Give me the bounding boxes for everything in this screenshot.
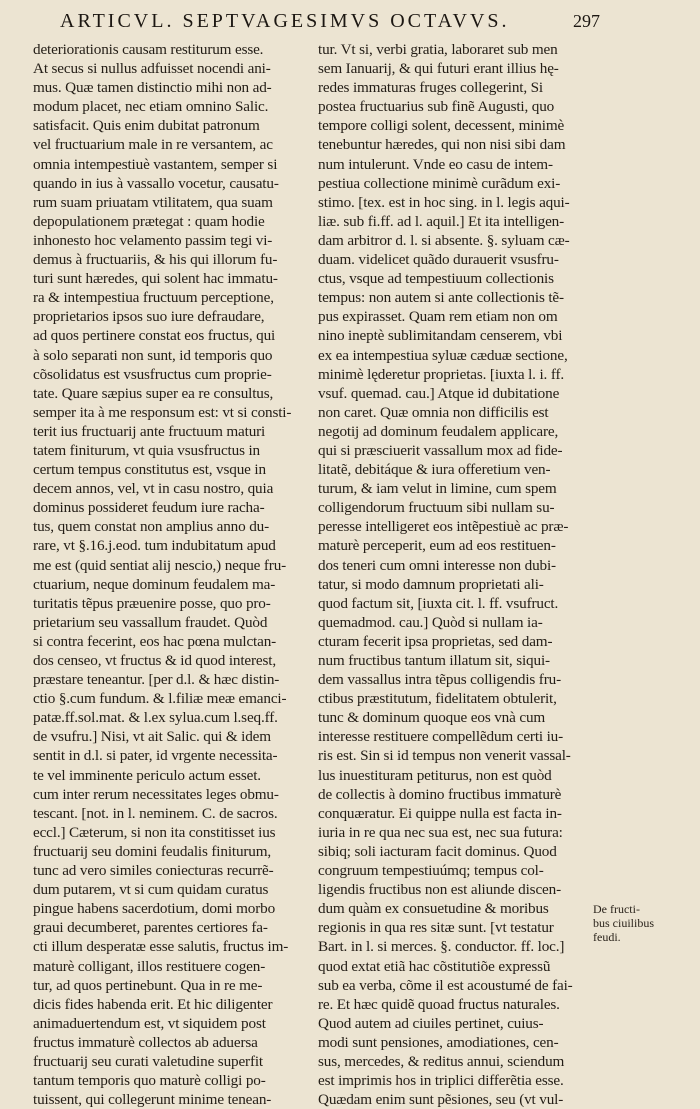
text-line: tur. Vt si, verbi gratia, laboraret sub men bbox=[318, 41, 558, 58]
text-line: eccl.] Cæterum, si non ita constitisset ius bbox=[33, 823, 276, 841]
left-text-column bbox=[33, 40, 295, 1109]
text-line: mus. Quæ tamen distinctio mihi non ad- bbox=[33, 79, 272, 97]
text-line: pestiua collectione minimè curãdum exi- bbox=[318, 174, 561, 192]
text-line: modum placet, nec etiam omnino Salic. bbox=[33, 98, 269, 116]
text-line: fructuarij seu curati valetudine superfit bbox=[33, 1052, 264, 1070]
text-line: dum putarem, vt si cum quidam curatus bbox=[33, 881, 269, 899]
text-line: modi sunt pensiones, amodiationes, cen- bbox=[318, 1033, 559, 1051]
text-line: tatur, si modo damnum proprietati ali- bbox=[318, 575, 544, 593]
text-line: iuria in re qua nec sua est, nec sua futura: bbox=[318, 823, 563, 841]
text-line: ligendis fructibus non est aliunde discen- bbox=[318, 881, 561, 899]
text-line: de collectis à domino fructibus immaturè bbox=[318, 785, 562, 803]
text-line: de vsufru.] Nisi, vt ait Salic. qui & idem bbox=[33, 728, 271, 746]
text-line: fructuarij seu domini feudalis finiturum, bbox=[33, 842, 272, 860]
text-line: regionis in qua res sitæ sunt. [vt testatur bbox=[318, 919, 554, 937]
text-line: At secus si nullus adfuisset nocendi ani- bbox=[33, 60, 271, 78]
text-line: dos teneri cum omni interesse non dubi- bbox=[318, 556, 556, 574]
text-line: dicis fides habenda erit. Et hic diligenter bbox=[33, 995, 273, 1013]
text-line: pingue habens sacerdotium, domi morbo bbox=[33, 900, 276, 918]
text-line: interesse restituere compellẽdum certi iu- bbox=[318, 728, 564, 746]
text-line: si contra fecerint, eos hac pœna mulctan- bbox=[33, 632, 277, 650]
marginal-note-line: feudi. bbox=[593, 930, 621, 944]
text-line: colligendorum fructuum sibi nullam su- bbox=[318, 499, 555, 517]
text-line: quod extat etiã hac cõstitutiõe expressũ bbox=[318, 957, 551, 975]
text-line: redes immaturas fruges collegerint, Si bbox=[318, 79, 543, 97]
text-line: ctuarium, neque dominum feudalem ma- bbox=[33, 575, 276, 593]
text-line: proprietarios ipsos suo iure defraudare, bbox=[33, 308, 265, 326]
text-line: num fructibus tantum illatum sit, siqui- bbox=[318, 652, 550, 669]
text-line: turitatis tẽpus præuenire posse, quo pro- bbox=[33, 594, 271, 612]
text-line: postea fructuarius sub finẽ Augusti, quo bbox=[318, 98, 555, 116]
text-line: demus à fructuariis, & his qui illorum fu- bbox=[33, 251, 278, 269]
text-line: tenebuntur hæredes, qui non nisi sibi dam bbox=[318, 136, 566, 154]
text-line: ctus, vsque ad tempestiuum collectionis bbox=[318, 270, 554, 288]
text-line: ctio §.cum fundum. & l.filiæ meæ emanci- bbox=[33, 690, 287, 708]
text-line: vsuf. quemad. cau.] Atque id dubitatione bbox=[318, 384, 560, 402]
text-line: vel fructuarium male in re versantem, ac bbox=[33, 136, 273, 154]
text-line: cti illum desperatæ esse salutis, fructus im- bbox=[33, 938, 289, 956]
running-head: ARTICVL. SEPTVAGESIMVS OCTAVVS. bbox=[60, 10, 510, 32]
text-line: tantum temporis quo maturè colligi po- bbox=[33, 1072, 266, 1090]
text-line: nino ineptè sublimitandam censerem, vbi bbox=[318, 327, 563, 345]
text-line: præstare teneantur. [per d.l. & hæc distin- bbox=[33, 671, 280, 689]
text-line: dam arbitror d. l. si absente. §. syluam cæ- bbox=[318, 231, 570, 249]
text-line: quod factum sit, [iuxta cit. l. ff. vsufruct. bbox=[318, 594, 559, 612]
text-line: deteriorationis causam restiturum esse. bbox=[33, 41, 264, 58]
text-line: non caret. Quæ omnia non difficilis est bbox=[318, 403, 549, 421]
text-line: te vel imminente periculo actum esset. bbox=[33, 766, 261, 784]
text-line: quemadmod. cau.] Quòd si nullam ia- bbox=[318, 613, 543, 631]
text-line: est imprimis hos in triplici differẽtia esse. bbox=[318, 1072, 564, 1090]
text-line: sentit in d.l. si pater, id vrgente necessita- bbox=[33, 747, 278, 765]
text-line: inhonesto hoc velamento passim tegi vi- bbox=[33, 231, 273, 249]
text-line: sibiq; soli iacturam facit dominus. Quod bbox=[318, 842, 557, 860]
text-line: rare, vt §.16.j.eod. tum indubitatum apud bbox=[33, 537, 276, 555]
text-line: tus, quem constat non amplius anno du- bbox=[33, 518, 270, 536]
text-line: graui decumberet, parentes certiores fa- bbox=[33, 919, 268, 937]
text-line: tur, ad quos pertinebunt. Qua in re me- bbox=[33, 976, 263, 994]
text-line: liæ. sub fi.ff. ad l. aquil.] Et ita intelligen- bbox=[318, 212, 565, 230]
text-line: ra & intempestiua fructuum perceptione, bbox=[33, 289, 274, 307]
text-line: sus, mercedes, & reditus annui, sciendum bbox=[318, 1052, 565, 1070]
text-line: ctibus præstitutum, fidelitatem obtulerit, bbox=[318, 690, 557, 708]
text-line: ex ea intempestiua syluæ cæduæ sectione, bbox=[318, 346, 568, 364]
text-line: tate. Quare sæpius super ea re consultus, bbox=[33, 384, 274, 402]
text-line: num intulerunt. Vnde eo casu de intem- bbox=[318, 155, 553, 173]
text-line: tescant. [not. in l. neminem. C. de sacros. bbox=[33, 804, 278, 822]
text-line: à solo separati non sunt, id temporis quo bbox=[33, 346, 273, 364]
text-line: negotij ad dominum feudalem applicare, bbox=[318, 422, 559, 440]
text-line: satisfacit. Quis enim dubitat patronum bbox=[33, 117, 260, 135]
text-line: minimè lęderetur proprietas. [iuxta l. i. ff. bbox=[318, 365, 565, 383]
text-line: cum inter rerum necessitates leges obmu- bbox=[33, 785, 279, 803]
text-line: peresse intelligeret eos intẽpestiuè ac præ- bbox=[318, 518, 569, 536]
text-line: sem Ianuarij, & qui futuri erant illius hę- bbox=[318, 60, 559, 78]
text-line: turi sunt hæredes, qui solent hac immatu- bbox=[33, 270, 278, 288]
text-line: lus inuestituram petiturus, non est quòd bbox=[318, 766, 552, 784]
text-line: maturè colligant, illos restituere cogen- bbox=[33, 957, 266, 975]
marginal-note-line: De fructi- bbox=[593, 902, 640, 916]
text-line: litatẽ, debitáque & iura offeretium ven- bbox=[318, 461, 551, 479]
text-line: prietarium seu vassallum fraudet. Quòd bbox=[33, 613, 268, 631]
text-line: semper ita à me responsum est: vt si consti- bbox=[33, 403, 292, 421]
text-line: tunc & dominum quoque eos vnà cum bbox=[318, 709, 546, 727]
text-line: dos censeo, vt fructus & id quod interest, bbox=[33, 652, 276, 669]
text-line: conquæratur. Ei quippe nulla est facta in- bbox=[318, 804, 562, 822]
text-line: sub ea verba, cõme il est acoustumé de fai- bbox=[318, 976, 573, 994]
text-line: patæ.ff.sol.mat. & l.ex sylua.cum l.seq.ff. bbox=[33, 709, 278, 727]
text-line: decem annos, vel, vt in casu nostro, quia bbox=[33, 480, 274, 498]
text-line: fructus immaturè collectos ab aduersa bbox=[33, 1033, 258, 1051]
text-line: me est (quid sentiat alij nescio,) neque fru- bbox=[33, 556, 287, 574]
right-text-column bbox=[318, 40, 580, 1109]
text-line: dominus possideret feudum iure racha- bbox=[33, 499, 265, 517]
text-line: maturè perceperit, eum ad eos restituen- bbox=[318, 537, 556, 555]
text-line: quando in ius à vassallo vocetur, causatu- bbox=[33, 174, 279, 192]
marginal-note bbox=[593, 902, 693, 944]
page-number: 297 bbox=[573, 11, 600, 31]
text-line: tunc ad vero similes coniecturas recurrẽ- bbox=[33, 862, 274, 880]
text-line: ad quos pertinere constat eos fructus, qui bbox=[33, 327, 276, 345]
text-line: animaduertendum est, vt siquidem post bbox=[33, 1014, 266, 1032]
text-line: omnia intempestiuè vastantem, semper si bbox=[33, 155, 278, 173]
text-line: stimo. [tex. est in hoc sing. in l. legis aqui- bbox=[318, 193, 570, 211]
text-line: depopulationem prætegat : quam hodie bbox=[33, 212, 265, 230]
text-line: dem vassallus intra tẽpus colligendis fru- bbox=[318, 671, 561, 689]
text-line: turum, & iam velut in limine, cum spem bbox=[318, 480, 557, 498]
text-line: certum tempus constitutus est, vsque in bbox=[33, 461, 266, 479]
text-line: tempus: non autem si ante collectionis tẽ- bbox=[318, 289, 564, 307]
page-header bbox=[60, 10, 600, 40]
text-line: Bart. in l. si merces. §. conductor. ff. loc.] bbox=[318, 938, 565, 956]
text-line: rum suam priuatam vtilitatem, qua suam bbox=[33, 193, 273, 211]
text-line: terit ius fructuarij ante fructuum maturi bbox=[33, 422, 266, 440]
text-line: cturam fecerit ipsa proprietas, sed dam- bbox=[318, 632, 553, 650]
text-line: duam. videlicet quãdo durauerit vsusfru- bbox=[318, 251, 559, 269]
text-line: Quod autem ad ciuiles pertinet, cuius- bbox=[318, 1014, 544, 1032]
text-line: cõsolidatus est vsusfructus cum proprie- bbox=[33, 365, 272, 383]
text-line: re. Et hæc quidẽ quoad fructus naturales. bbox=[318, 995, 560, 1013]
text-line: qui si præsciuerit vassallum mox ad fide- bbox=[318, 441, 563, 459]
text-line: ris est. Sin si id tempus non venerit vassal- bbox=[318, 747, 571, 765]
marginal-note-line: bus ciuilibus bbox=[593, 916, 655, 930]
text-line: tatem finiturum, vt quia vsusfructus in bbox=[33, 441, 260, 459]
text-line: pus expirasset. Quam rem etiam non om bbox=[318, 308, 558, 326]
text-line: Quædam enim sunt pẽsiones, seu (vt vul- bbox=[318, 1091, 564, 1109]
text-line: dum quàm ex consuetudine & moribus bbox=[318, 900, 549, 918]
text-line: tempore colligi solent, decessent, minimè bbox=[318, 117, 565, 135]
text-line: tuissent, qui collegerunt minime tenean- bbox=[33, 1091, 272, 1109]
text-line: congruum tempestiuúmq; tempus col- bbox=[318, 862, 544, 880]
